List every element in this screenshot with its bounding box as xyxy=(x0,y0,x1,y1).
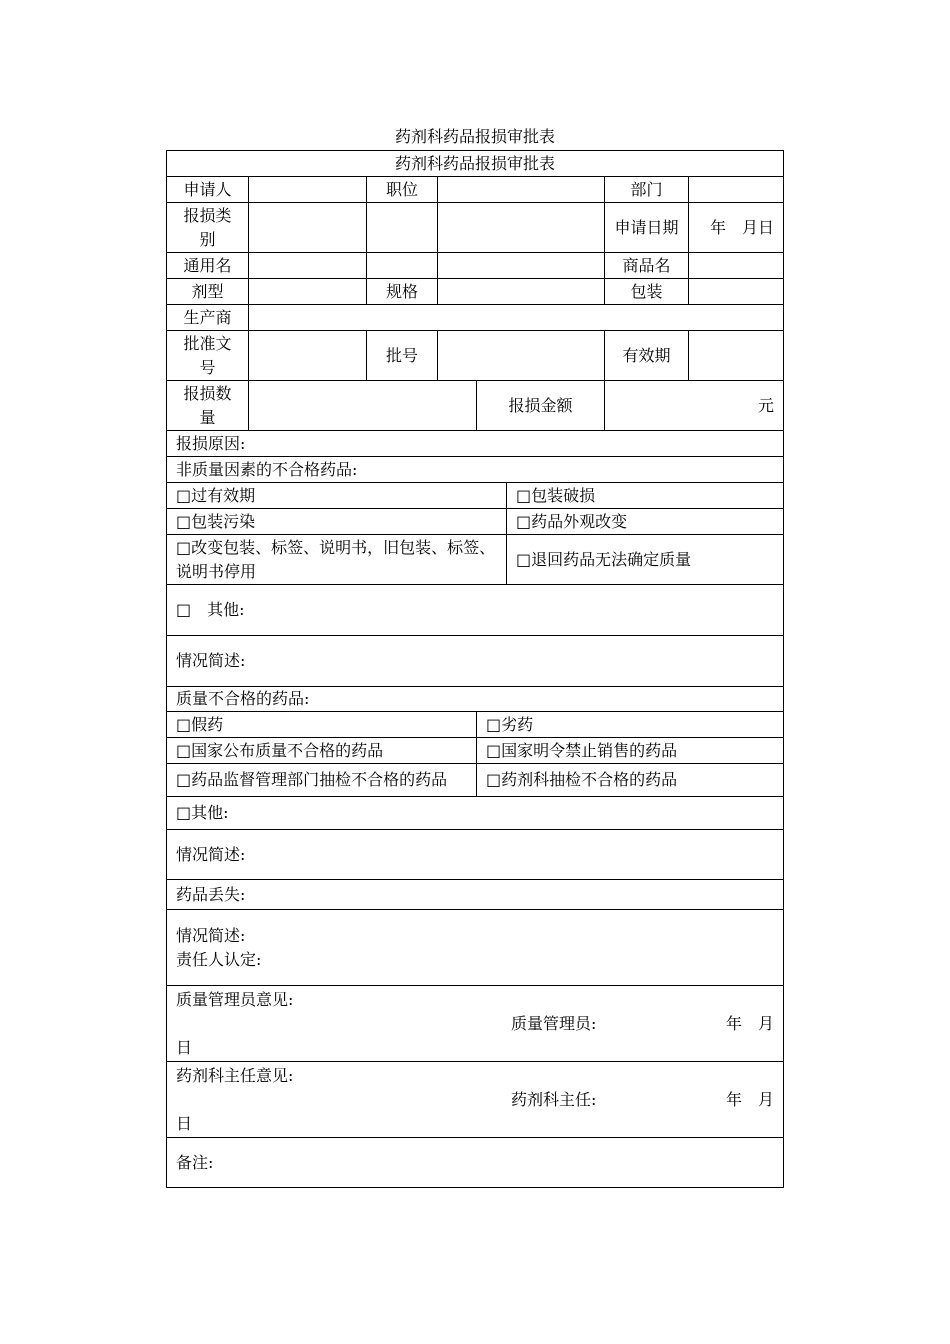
batch-no-field[interactable] xyxy=(438,331,605,381)
loss-category-field-2[interactable] xyxy=(367,203,438,253)
applicant-label: 申请人 xyxy=(167,177,249,203)
specification-label: 规格 xyxy=(367,279,438,305)
director-signer-label: 药剂科主任: xyxy=(511,1090,597,1109)
option-pharmacy-failed[interactable]: □药剂科抽检不合格的药品 xyxy=(477,764,784,797)
director-date-year-month: 年 月 xyxy=(726,1090,775,1109)
non-quality-description[interactable]: 情况简述: xyxy=(167,636,784,687)
position-label: 职位 xyxy=(367,177,438,203)
generic-name-label: 通用名 xyxy=(167,253,249,279)
loss-reason-label: 报损原因: xyxy=(167,431,784,457)
responsible-label: 责任人认定: xyxy=(176,950,262,969)
lost-heading: 药品丢失: xyxy=(167,880,784,910)
trade-name-field[interactable] xyxy=(689,253,784,279)
quality-other[interactable]: □其他: xyxy=(167,797,784,830)
loss-amount-label: 报损金额 xyxy=(477,381,605,431)
trade-name-label: 商品名 xyxy=(605,253,689,279)
packaging-field[interactable] xyxy=(689,279,784,305)
quality-description[interactable]: 情况简述: xyxy=(167,830,784,880)
option-national-substandard[interactable]: □国家公布质量不合格的药品 xyxy=(167,738,477,764)
generic-name-field-2[interactable] xyxy=(367,253,438,279)
option-returned-uncertain[interactable]: □退回药品无法确定质量 xyxy=(507,535,784,585)
position-field[interactable] xyxy=(438,177,605,203)
option-counterfeit[interactable]: □假药 xyxy=(167,712,477,738)
lost-desc-label: 情况简述: xyxy=(176,926,246,945)
option-substandard[interactable]: □劣药 xyxy=(477,712,784,738)
quality-heading: 质量不合格的药品: xyxy=(167,687,784,712)
dosage-form-label: 剂型 xyxy=(167,279,249,305)
generic-name-field[interactable] xyxy=(249,253,367,279)
option-packaging-changed[interactable]: □改变包装、标签、说明书，旧包装、标签、说明书停用 xyxy=(167,535,507,585)
department-field[interactable] xyxy=(689,177,784,203)
drug-loss-approval-form xyxy=(166,150,784,1188)
option-appearance-changed[interactable]: □药品外观改变 xyxy=(507,509,784,535)
dosage-form-field[interactable] xyxy=(249,279,367,305)
director-date-day: 日 xyxy=(176,1114,193,1133)
qa-signer-label: 质量管理员: xyxy=(511,1014,597,1033)
manufacturer-field[interactable] xyxy=(249,305,784,331)
option-regulator-failed[interactable]: □药品监督管理部门抽检不合格的药品 xyxy=(167,764,477,797)
apply-date-label: 申请日期 xyxy=(605,203,689,253)
loss-amount-field[interactable]: 元 xyxy=(605,381,784,431)
loss-qty-label: 报损数量 xyxy=(167,381,249,431)
director-signature-line xyxy=(176,1088,774,1112)
apply-date-field[interactable]: 年 月日 xyxy=(689,203,784,253)
non-quality-other[interactable]: □ 其他: xyxy=(167,585,784,636)
loss-category-field-3[interactable] xyxy=(438,203,605,253)
batch-no-label: 批号 xyxy=(367,331,438,381)
option-banned[interactable]: □国家明令禁止销售的药品 xyxy=(477,738,784,764)
option-package-damaged[interactable]: □包装破损 xyxy=(507,483,784,509)
table-title: 药剂科药品报损审批表 xyxy=(167,151,784,177)
option-package-contaminated[interactable]: □包装污染 xyxy=(167,509,507,535)
document-title: 药剂科药品报损审批表 xyxy=(394,127,555,146)
generic-name-field-3[interactable] xyxy=(438,253,605,279)
expiry-field[interactable] xyxy=(689,331,784,381)
packaging-label: 包装 xyxy=(605,279,689,305)
option-expired[interactable]: □过有效期 xyxy=(167,483,507,509)
non-quality-heading: 非质量因素的不合格药品: xyxy=(167,457,784,483)
qa-date-year-month: 年 月 xyxy=(726,1014,775,1033)
expiry-label: 有效期 xyxy=(605,331,689,381)
qa-date-day: 日 xyxy=(176,1038,193,1057)
qa-opinion-label: 质量管理员意见: xyxy=(176,990,294,1009)
qa-signature-line xyxy=(176,1012,774,1036)
specification-field[interactable] xyxy=(438,279,605,305)
loss-qty-field[interactable] xyxy=(249,381,477,431)
loss-category-field[interactable] xyxy=(249,203,367,253)
approval-no-field[interactable] xyxy=(249,331,367,381)
loss-category-label: 报损类别 xyxy=(167,203,249,253)
applicant-field[interactable] xyxy=(249,177,367,203)
manufacturer-label: 生产商 xyxy=(167,305,249,331)
qa-opinion[interactable] xyxy=(167,986,784,1062)
director-opinion[interactable] xyxy=(167,1062,784,1138)
lost-description[interactable] xyxy=(167,910,784,986)
department-label: 部门 xyxy=(605,177,689,203)
approval-no-label: 批准文号 xyxy=(167,331,249,381)
director-opinion-label: 药剂科主任意见: xyxy=(176,1066,294,1085)
remarks[interactable]: 备注: xyxy=(167,1138,784,1188)
